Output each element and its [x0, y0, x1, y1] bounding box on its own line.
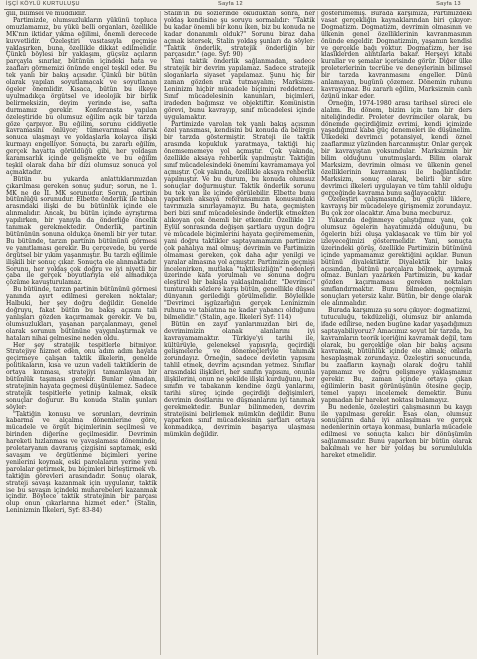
body-paragraph: gili, bilimsel ve muddildir.	[6, 11, 87, 17]
body-paragraph: Bütün bu yukarda anlattıklarımızdan çıkarılması gereken sonuç şudur; sorun, ne 1. MK ne de II. MK sorunudur. Sorun, partinin bütünlüğü sorunudur. Elbette önderlik ile taban arasındaki ilişki de bu bütünlük içinde ele alınmalıdır. Ancak, bu bütün içinde ayrıştırma yapılırken, bir yanıyla da önderliğe öncelik tanımak gerekmektedir. Önderlik, partinin bütününün sonuna oldukça önemli bir yer tutar. Bu bütünde, tarzın partinin bütününü görmesi ve yanıtlaması gerekir. Bu çerçevede, bu yerde örgütsel bir yıkım yaşanmıştır. Bu tarzlı eğilimle ilişkili bir sonuç çıkar. Sonuçta ele alınmaktadır. Sorunu, her yoldaş çok doğru ve iyi niyetli bir çaba ile gerçek boyutlarıyla ele almadıkça çözüme kavuşturulamaz.	[6, 175, 157, 287]
column-divider	[160, 11, 161, 655]
body-paragraph: Bütün en zayıf yanlarımızdan biri de, devrimimizin olanak alanlarını iyi kavrayamamaktır. Türkiye'yi tarihi ile, kültürüyle, geleneksel yapısıyla, geçirdiği gelişmelerle ve dönemeçleriyle tanımak zorundayız. Örneğin, sadece devletin yapısını tahlil etmek, devrim açısından yetmez. Sınıflar arasındaki ilişkileri, her sınıfın yapısını, onunla ilişkilerini, onun ne şekilde ilişki kurduğunu, her sınıfın ve tabakanın kendine özgü yanlarını, tarihi süreç içinde geçirdiği değişimleri, devrimin dostlarını ve düşmanlarını iyi tanımak gerekmektedir. Bunlar bilinmeden, devrim stratejisini belirlemek mümkün değildir. Bunu yaparken sınıf mücadelesinin şartları ortaya konmadıkça, devrimin başarıya ulaşması mümkün değildir.	[164, 320, 315, 439]
body-paragraph: Örneğin, 1974-1980 arası tarihsel süreci ele alalım. Bu dönem, bizim için tam bir ders niteliğindedir. Proleter devrimciler olarak, bu dönemde geçirdiğimiz evrimi, kendi içimizde yaşadığımız kaba güç denemeleri ile düşünelim. Ülkedeki devrimci potansiyel, kendi öznel zaaflarımız yüzünden harcanmıştır. Onlar gerçek bir kavrayıştan yoksundular. Marksizmin bir bilim olduğunu unutmuşlardı. Bilim olarak Marksizm, devrimin olması ve ülkenin genel özelliklerinin kavranması ile bağlantılıdır. Marksizm, sonuç olarak, belirli bir süre devrimci ilkeleri uygulayan ve tüm tahlil olduğu gerçeğinde kavrama bunu sağlayacaktır.	[321, 99, 472, 197]
body-paragraph: Partimizde, olumsuzlukların yükünü topluca omuzlamamız, bu yükü belli organları, özellikle MK'nın iktidar yıkma eğilimi, önemli derecede kuvvetlidir. Özeleştiri vasıtasıyla geçmişe yaklaşırken, buna, özellikle dikkat edilmelidir. Çünkü böylesi bir yaklaşım, güçsüz açıların parçayla sınırlar, bütünün içindeki hata ve zaafları görmemizi önünde engel teşkil eder. Bu tek yanlı bir bakış açısıdır. Çünkü bir bütün olarak yapılan soyutlamacak ve soyutlanan ögeler önemlidir. Kısaca, bütün bu ilkeye uyulmadıkça örgütsel ve ideolojik bir birlik belirmeksizin, deyim yerinde ise, safta durmamız gerekir. Konferansta yapılan özeleştiride bu olumsuz eğilim açık bir tarzda göze çarpıyor. Bu eğilim, sorunu ciddiyetle kavramasını önlüyor; tümevarımsal olarak sonuca ulaşmayı ve yoldaşlarla kolayca ilişki kurmayı engelliyor. Sonuçta, bu zararlı eğilim, gerçek hayatta görüldüğü gibi, her yoldaşın karamsarlık içinde gelişmekte ve bu eğilim teşkil olarak daha bir dizi olumsuz sonuca yol açmaktadır.	[6, 16, 157, 176]
body-paragraph: Yani taktik önderlik sağlanmadan, sadece stratejik bir devrim yapılamaz. Sadece stratejik sloganlarla siyaset yapılamaz. Şunu hiç bir zaman gözden ırak tutmayalım; Marksizm-Leninizm hiçbir mücadele biçimini reddetmez. Sınıf mücadelesinin kanunları, biçimleri, iradeden bağımsız ve objektiftir. Komünistin görevi, bunu kavrayıp, sınıf mücadelesi içinde uygulamaktır.	[164, 58, 315, 121]
body-paragraph: Her şey stratejik tespitlerle bitmiyor. Stratejiye hizmet eden, onu adım adım hayata geçirmeye çalışan taktik ilkelerin, genelde politikaların, kısa ve uzun vadeli taktiklerin de ortaya konması, stratejiyi tamamlayan bir bütünlük taşıması gerekir. Bunlar olmadan, stratejinin hayata geçmesi düşünülemez. Sadece stratejik tespitlerle yetinip kalmak, eksik sonuçlar doğurur. Bu konuda Stalin şunları söyler:	[6, 341, 157, 411]
body-paragraph: Özeleştiri çalışmasında, bu güçlü liklere, kavrayış bir mücadeleye girişmemiz zorundayız. Bu çok zor olacaktır. Ama buna mecburuz.	[321, 196, 472, 218]
page-number-left: Sayfa 12	[218, 1, 243, 7]
body-paragraph: Yukarıda değinmeye çalıştığımız yanı, çok olumsuz ögelerin hayatımızda olduğunu, bu ögelerin bizi oluşa yaklaşacak ve tüm bir yol izleyeceğimizi göstermelidir. Yani, sonuçta üzerindeki görüş, özellikle Partimizin bütününü içinde yapmamamız gerektiğini açıklar. Bunun bütünü diyalektiktir. Diyalektik bir bakış açısından, bütünü parçalara bölmek, ayırmak olmaz. Bunları yazarken Partimizin, bu kadar gözden kaçırmaması gereken noktaları sınıflandırmaktır. Bunu bilmeden, geçmişin sonuçları yetersiz kalır. Bütün, bir denge olarak ele alınmalıdır.	[321, 217, 472, 308]
column-divider	[317, 11, 318, 655]
body-paragraph: Burada karşımıza şu soru çıkıyor: dogmatizmi, tutuculuğu, tekdüzeliği, olumsuz bir anlamda ifade edilirse, neden bugüne kadar yaşadığımızı saptayabiliyoruz? Amacımız soyut bir tarzda, bu kavramların teorik içeriğini kavramak değil, tam olarak, bu gerçekliğe olan bir bakış açısını kavramak, bütünlük içinde ele almak; onlarla hesaplaşmak zorundayız. Özeleştiri sonucunda, bu zaafların kaynağı olarak doğru tahlil yapmamız ve doğru gelişmeye yaklaşmamız gerekir. Bu, zaman içinde ortaya çıkan eğilimlerin basit görünüşünün ötesine geçip, temel yapıyı incelemek demektir. Bunu yapmadan bir hareket noktası bulamayız.	[321, 306, 472, 404]
body-paragraph: Bu nedenle, özeleştiri çalışmasının bu kaygı ile yapılması gerekir. Esas olan, olumsuz sonuçların daha iyi anlaşılması ve gerçek nedenlerinin ortaya konması, bunlarla mücadele edilmesi ve sonuçta kalıcı bir dönüşümün sağlanmasıdır. Bunu yaparken bir bütün olarak bakılmalı ve her bir yoldaş bu sorumlulukla hareket etmelidir.	[321, 403, 472, 459]
body-paragraph: Bu bütünde, tarzın partinin bütününü görmesi yanında ayırt edilmesi gereken noktalar; Halbuki, her şey doğru değildir. Genelde doğruyu, fakat bütün bu bakış açısını tali yanlışları gözden kaçırmamak gerekir. Ve bu, olumsuzlukları, yaşanan parçalanmayı, genel olarak sorunun bütününe yaygınlaştırmak ve hataları nihai gelmesine neden oldu.	[6, 286, 157, 342]
page-number-right: Sayfa 13	[436, 1, 461, 7]
body-paragraph: Partimizde varolan tek yanlı bakış açısının özel yansıması, kendisini bu konuda da belirgin bir tarzda göstermiştir. Strateji ile taktik arasında kopukluk yaratmaya, taktiği hiç önemsememeye yol açmıştır. Çok yakında, özellikle aksaya rehberlik yapılmıştır. Taktiğin sınıf mücadelesindeki önemini kavramamaya yol açmıştır. Çok yakında, özellikle aksaya rehberlik yapılmıştır. Ve bu durum, bu konuda olumsuz sonuçlar doğurmuştur. Taktik önderlik sorunu bu tek yan ile içinde görülebilir. Elbette bunu yaparken aksaya referansımızın konusundaki tavrımızla sınırlayamayız. Bu hata, geçmişten beri bizi sınıf mücadelesinde önderlik etmekten alıkoyan çok önemli bir etkendir. Özellikle 12 Eylül sonrasında değişen şartlara uygun doğru ve mücadele biçimlerini hayata geçirememenin, yani doğru taktikler saptayamamızın partimize çok pahalıya mal olmuş; devrimin ve Partimizin olmaması gereken, çok daha ağır yenilgi ve yaralar almasına yol açmıştır. Partimizin geçmişi incelenirken, mutlaka "taktiksizliğin" nedenleri üzerinde kafa yorulmalı ve sonuna doğru eleştirel bir bakışla yaklaşılmalıdır. "Devrimci" tumturaklı sözlere karşı bütün, genellikle düşsel dünyanın gerilediği görülmelidir. Böylelikle "Devrimci işgüzarlığın gerçek Leninizmin ruhuna ve tabiatına ne kadar yabancı olduğunu bilmelidir." (Stalin, age. İlkeleri Syf: 114)	[164, 120, 315, 321]
text-column-3	[321, 11, 472, 655]
body-paragraph: gösterilmemiş. Burada karşımıza, Partimizdeki vasat gerçekliğin kaynaklarından biri çıkıyor: Dogmatizm. Dogmatizm, devrimin olmasının ve ülkenin genel özelliklerinin kavranmasının önünde engeldir. Dogmatizmin, yaşamın kendisi ve gerçekle bağı yoktur. Dogmatizm, her işe klasiklerden alıntılarla bakar. Herşeyi kitabi kurallar ve şemalar içerisinde görür. Diğer ülke proleterlerinin tecrübe ve deneylerinin bilimsel bir tarzda kavranmasını engeller. Dünü anlamayan, bugünü çözemez. Dönemin ruhunu kavrayamaz. Bu zararlı eğilim, Marksizmin canlı özünü inkar eder.	[321, 11, 472, 100]
body-paragraph: "Taktiğin konusu ve sorunları, devrimin kabarma ve alçalma dönemlerine göre, mücadele ve örgüt biçimlerinin seçilmesi ve birinden diğerine geçilmesidir. Devrimin hareketi hızlanması ve yavaşlaması döneminde, proletaryanın davranış çizgisini saptamak, eski savaşım ve örgütlenme biçimleri yerine yenilerini koymak, eski parolaların yerine yeni parolalar getirmek, bu biçimleri birleştirmek vb. taktiğin görevleri arasındadır. Sonuç olarak, strateji savaşı kazanmak için uygulanır, taktik ise bu savaşın içindeki muharebeleri kazanmak içindir. Böylece taktik stratejinin bir parçası olup onun çıkarlarına hizmet eder." (Stalin, Leninizmin İlkeleri, Syf: 83-84)	[6, 410, 157, 515]
body-paragraph: Stalin'in bu sözlerinde okuduktan sonra, her yoldaş kendisine şu soruyu sormalıdır: "Taktik bu kadar önemli bir konu iken, biz bu konuda ne kadar donanımlı olduk?" Sorunu biraz daha açmak istersek, Stalin yoldaş şunları da söyler: "Taktik önderlik, stratejik önderliğin bir parçasıdır." (age. Syf: 90)	[164, 11, 315, 59]
text-column-2	[164, 11, 315, 655]
text-column-1	[6, 11, 157, 655]
publication-name: İŞÇİ KÖYLÜ KURTULUŞU	[6, 1, 80, 7]
header-rule	[4, 9, 470, 10]
